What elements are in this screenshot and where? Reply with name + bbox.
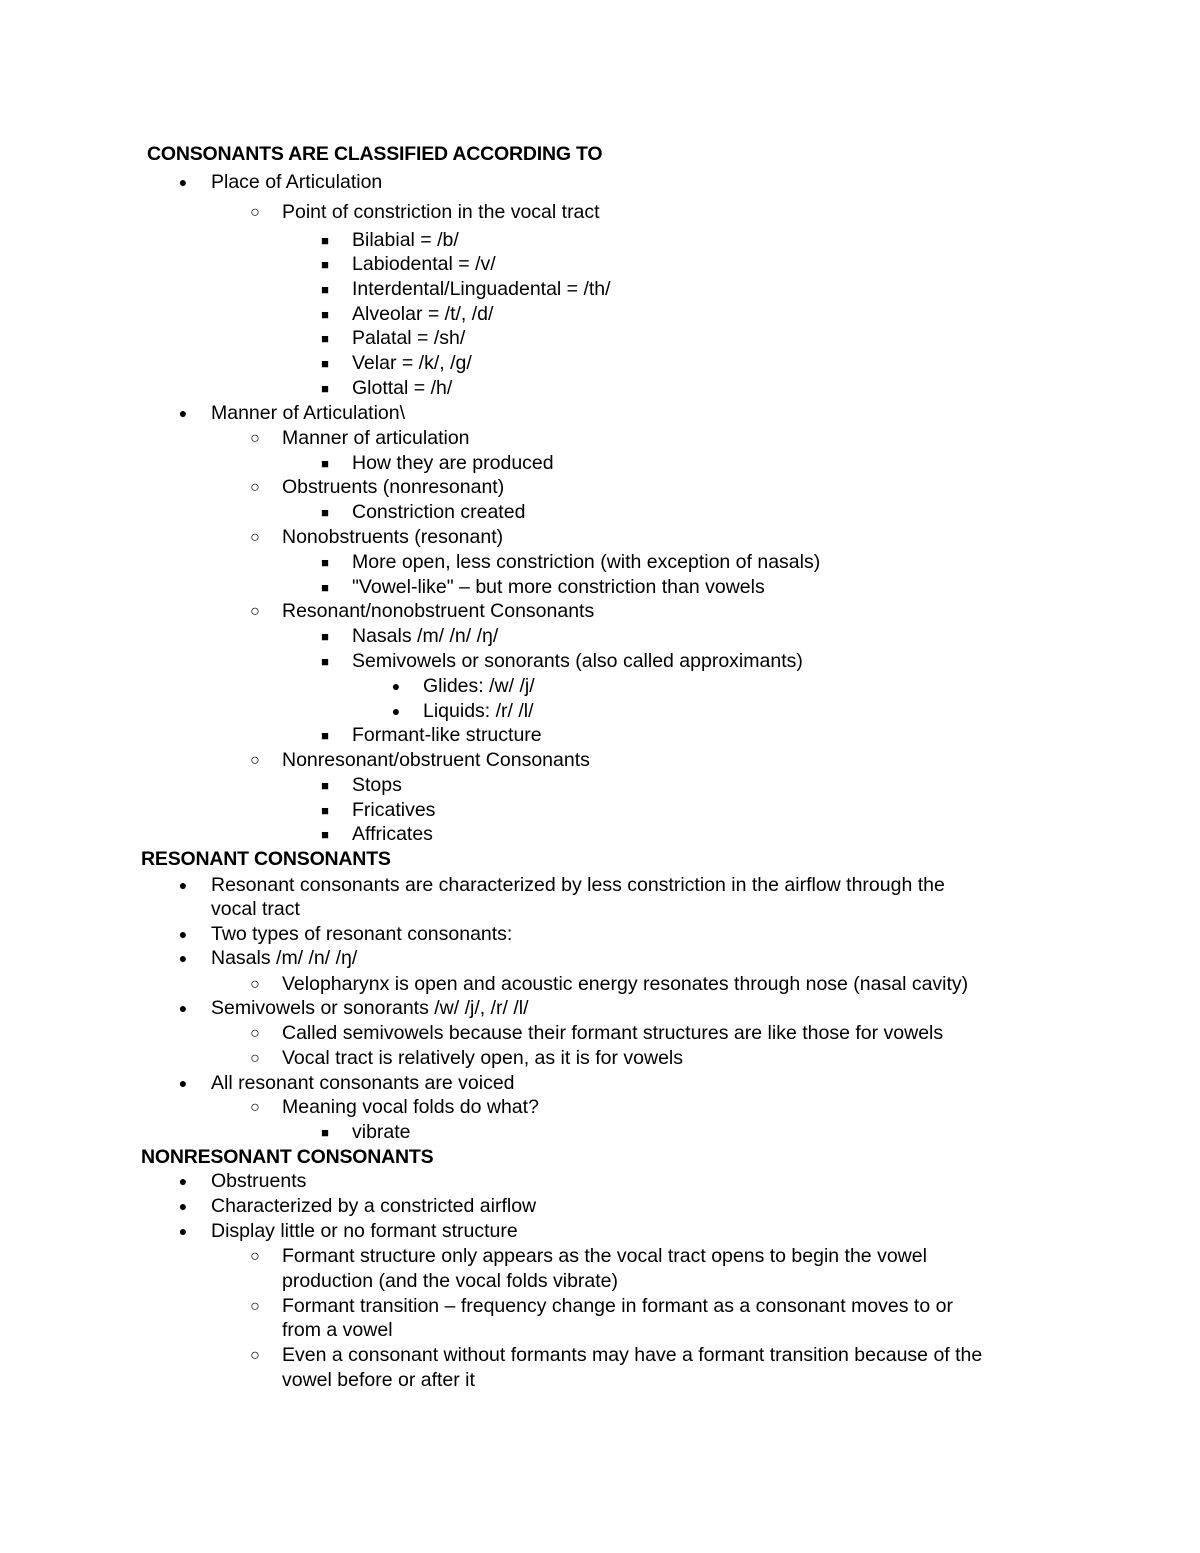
list-item-level3: "Vowel-like" – but more constriction than vowels	[352, 576, 765, 598]
list-item-level1: All resonant consonants are voiced	[211, 1072, 515, 1094]
bullet-level2-icon: ○	[250, 752, 260, 769]
bullet-level3-icon: ■	[321, 282, 329, 297]
list-item-level1: Manner of Articulation\	[211, 402, 406, 424]
list-item-level4: Glides: /w/ /j/	[423, 675, 535, 697]
list-item-level3: Affricates	[352, 823, 433, 845]
bullet-level3-icon: ■	[321, 728, 329, 743]
bullet-level4-icon: ●	[391, 678, 401, 694]
list-item-level2: Obstruents (nonresonant)	[282, 476, 505, 498]
bullet-level3-icon: ■	[321, 580, 329, 595]
bullet-level2-icon: ○	[250, 1298, 260, 1315]
list-item-level3: Interdental/Linguadental = /th/	[352, 278, 611, 300]
bullet-level3-icon: ■	[321, 803, 329, 818]
bullet-level2-icon: ○	[250, 976, 260, 993]
section-heading: CONSONANTS ARE CLASSIFIED ACCORDING TO	[147, 143, 603, 165]
bullet-level3-icon: ■	[321, 233, 329, 248]
bullet-level3-icon: ■	[321, 456, 329, 471]
list-item-level3: Bilabial = /b/	[352, 229, 459, 251]
list-item-level2: Nonobstruents (resonant)	[282, 526, 504, 548]
list-item-level1: Semivowels or sonorants /w/ /j/, /r/ /l/	[211, 997, 529, 1019]
list-item-level1: Display little or no formant structure	[211, 1220, 518, 1242]
list-item-level2: Meaning vocal folds do what?	[282, 1096, 539, 1118]
list-item-level3: Alveolar = /t/, /d/	[352, 303, 494, 325]
bullet-level3-icon: ■	[321, 331, 329, 346]
bullet-level1-icon: ●	[178, 1223, 188, 1239]
bullet-level1-icon: ●	[178, 1173, 188, 1189]
list-item-level1: Nasals /m/ /n/ /ŋ/	[211, 947, 358, 969]
bullet-level1-icon: ●	[178, 1075, 188, 1091]
bullet-level2-icon: ○	[250, 204, 260, 221]
section-heading: RESONANT CONSONANTS	[141, 848, 391, 870]
bullet-level3-icon: ■	[321, 257, 329, 272]
bullet-level1-icon: ●	[178, 950, 188, 966]
bullet-level3-icon: ■	[321, 505, 329, 520]
list-item-level2: Even a consonant without formants may have a formant transition because of the	[282, 1344, 983, 1366]
bullet-level2-icon: ○	[250, 529, 260, 546]
list-item-level1: Characterized by a constricted airflow	[211, 1195, 537, 1217]
list-item-level2: Manner of articulation	[282, 427, 470, 449]
list-item-continuation: production (and the vocal folds vibrate)	[282, 1270, 619, 1292]
list-item-continuation: vowel before or after it	[282, 1369, 475, 1391]
list-item-level3: Fricatives	[352, 799, 436, 821]
bullet-level3-icon: ■	[321, 654, 329, 669]
list-item-level2: Velopharynx is open and acoustic energy resonates through nose (nasal cavity)	[282, 973, 969, 995]
list-item-level3: Glottal = /h/	[352, 377, 453, 399]
bullet-level3-icon: ■	[321, 356, 329, 371]
list-item-level3: Palatal = /sh/	[352, 327, 466, 349]
bullet-level3-icon: ■	[321, 307, 329, 322]
bullet-level2-icon: ○	[250, 603, 260, 620]
bullet-level1-icon: ●	[178, 405, 188, 421]
list-item-level3: Labiodental = /v/	[352, 253, 496, 275]
bullet-level2-icon: ○	[250, 1025, 260, 1042]
list-item-level2: Called semivowels because their formant structures are like those for vowels	[282, 1022, 944, 1044]
bullet-level1-icon: ●	[178, 926, 188, 942]
list-item-level2: Nonresonant/obstruent Consonants	[282, 749, 590, 771]
bullet-level2-icon: ○	[250, 1347, 260, 1364]
list-item-level2: Point of constriction in the vocal tract	[282, 201, 600, 223]
bullet-level3-icon: ■	[321, 555, 329, 570]
bullet-level1-icon: ●	[178, 877, 188, 893]
bullet-level3-icon: ■	[321, 381, 329, 396]
bullet-level3-icon: ■	[321, 1125, 329, 1140]
list-item-level3: Velar = /k/, /g/	[352, 352, 472, 374]
list-item-level3: Stops	[352, 774, 402, 796]
bullet-level2-icon: ○	[250, 479, 260, 496]
bullet-level3-icon: ■	[321, 778, 329, 793]
bullet-level2-icon: ○	[250, 1099, 260, 1116]
list-item-level3: Formant-like structure	[352, 724, 542, 746]
list-item-level1: Resonant consonants are characterized by less constriction in the airflow through the	[211, 874, 945, 896]
bullet-level2-icon: ○	[250, 1248, 260, 1265]
bullet-level3-icon: ■	[321, 629, 329, 644]
bullet-level1-icon: ●	[178, 174, 188, 190]
list-item-level1: Place of Articulation	[211, 171, 383, 193]
list-item-level3: More open, less constriction (with exception of nasals)	[352, 551, 821, 573]
list-item-level4: Liquids: /r/ /l/	[423, 700, 534, 722]
bullet-level4-icon: ●	[391, 703, 401, 719]
list-item-level2: Resonant/nonobstruent Consonants	[282, 600, 595, 622]
bullet-level1-icon: ●	[178, 1000, 188, 1016]
list-item-level1: Two types of resonant consonants:	[211, 923, 513, 945]
list-item-level3: How they are produced	[352, 452, 554, 474]
list-item-level3: Nasals /m/ /n/ /ŋ/	[352, 625, 499, 647]
list-item-level1: Obstruents	[211, 1170, 307, 1192]
bullet-level2-icon: ○	[250, 1050, 260, 1067]
list-item-level3: Semivowels or sonorants (also called approximants)	[352, 650, 803, 672]
list-item-level3: Constriction created	[352, 501, 526, 523]
list-item-level3: vibrate	[352, 1121, 411, 1143]
bullet-level2-icon: ○	[250, 430, 260, 447]
section-heading: NONRESONANT CONSONANTS	[141, 1146, 434, 1168]
list-item-level2: Formant transition – frequency change in formant as a consonant moves to or	[282, 1295, 953, 1317]
bullet-level3-icon: ■	[321, 827, 329, 842]
list-item-continuation: from a vowel	[282, 1319, 393, 1341]
list-item-level2: Vocal tract is relatively open, as it is for vowels	[282, 1047, 683, 1069]
list-item-continuation: vocal tract	[211, 898, 300, 920]
bullet-level1-icon: ●	[178, 1198, 188, 1214]
list-item-level2: Formant structure only appears as the vocal tract opens to begin the vowel	[282, 1245, 927, 1267]
